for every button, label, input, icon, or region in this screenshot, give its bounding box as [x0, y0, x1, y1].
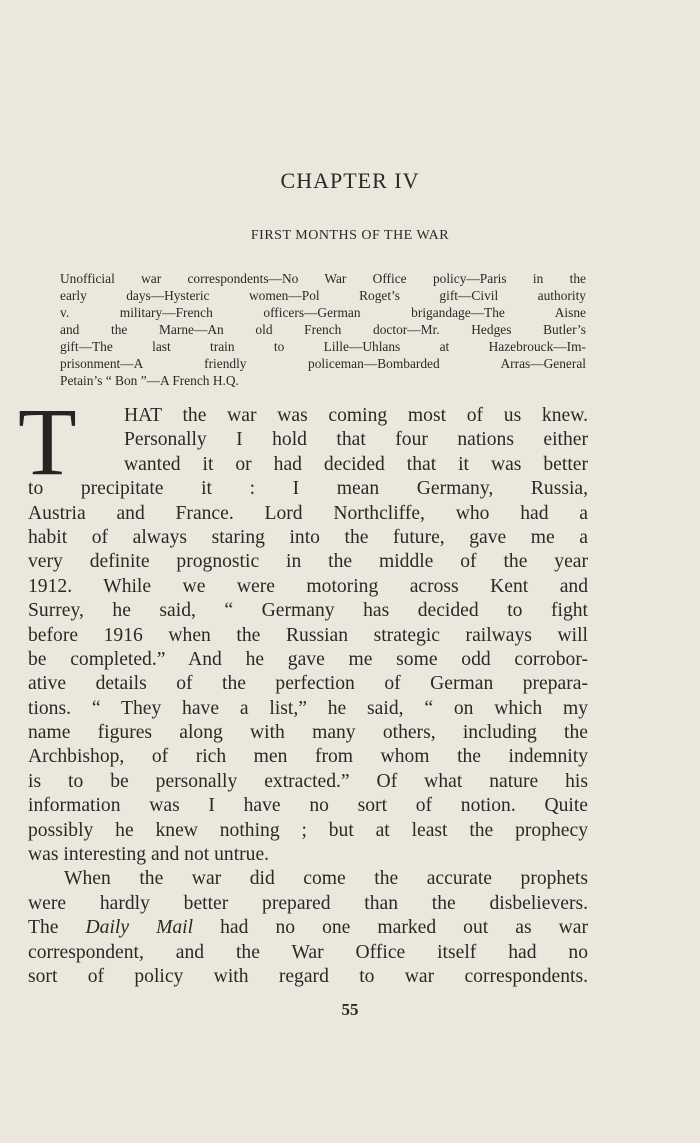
- body-line: sort of policy with regard to war correspondents.: [28, 965, 588, 987]
- synopsis-line: and the Marne—An old French doctor—Mr. Hedges Butler’s: [60, 322, 586, 337]
- body-line-text: The: [28, 917, 86, 939]
- synopsis-line: v. military—French officers—German brigandage—The Aisne: [60, 305, 586, 320]
- body-line: to precipitate it : I mean Germany, Russia,: [28, 478, 588, 500]
- body-line-text: had no one marked out as war: [193, 917, 588, 939]
- body-line: name figures along with many others, including the: [28, 722, 588, 744]
- synopsis-line: Petain’s “ Bon ”—A French H.Q.: [60, 373, 239, 388]
- body-line: correspondent, and the War Office itself had no: [28, 941, 588, 963]
- synopsis-line: Unofficial war correspondents—No War Office policy—Paris in the: [60, 271, 586, 286]
- chapter-synopsis: [60, 270, 586, 389]
- page-number: 55: [341, 1000, 359, 1019]
- body-line: Personally I hold that four nations either: [124, 429, 588, 451]
- newspaper-title: Daily Mail: [85, 917, 194, 939]
- body-line: before 1916 when the Russian strategic railways will: [28, 624, 588, 646]
- synopsis-line: prisonment—A friendly policeman—Bombarded Arras—General: [60, 356, 586, 371]
- body-line: possibly he knew nothing ; but at least the prophecy: [28, 819, 588, 841]
- body-line: wanted it or had decided that it was better: [124, 453, 588, 475]
- body-text: [28, 404, 588, 989]
- body-line: be completed.” And he gave me some odd corrobor-: [28, 648, 588, 670]
- body-line-daily-mail: [28, 916, 588, 940]
- synopsis-line: early days—Hysteric women—Pol Roget’s gift—Civil authority: [60, 288, 586, 303]
- body-line: habit of always staring into the future, gave me a: [28, 526, 588, 548]
- drop-cap: T: [18, 388, 77, 495]
- body-line: ative details of the perfection of German prepara-: [28, 673, 588, 695]
- body-line: When the war did come the accurate prophets: [64, 868, 588, 890]
- chapter-subtitle: FIRST MONTHS OF THE WAR: [250, 228, 450, 243]
- body-line: 1912. While we were motoring across Kent and: [28, 575, 588, 597]
- body-line: was interesting and not untrue.: [28, 844, 270, 866]
- body-line: information was I have no sort of notion. Quite: [28, 795, 588, 817]
- synopsis-line: gift—The last train to Lille—Uhlans at Hazebrouck—Im-: [60, 339, 586, 354]
- body-line: very definite prognostic in the middle of the year: [28, 551, 588, 573]
- body-line: tions. “ They have a list,” he said, “ on which my: [28, 697, 588, 719]
- body-line: Archbishop, of rich men from whom the indemnity: [28, 746, 588, 768]
- body-line: HAT the war was coming most of us knew.: [124, 405, 588, 426]
- chapter-title: CHAPTER IV: [280, 168, 420, 193]
- body-line: Austria and France. Lord Northcliffe, who had a: [28, 502, 588, 524]
- body-line: Surrey, he said, “ Germany has decided to fight: [28, 600, 588, 622]
- body-line: were hardly better prepared than the disbelievers.: [28, 892, 588, 914]
- body-line: is to be personally extracted.” Of what nature his: [28, 770, 588, 792]
